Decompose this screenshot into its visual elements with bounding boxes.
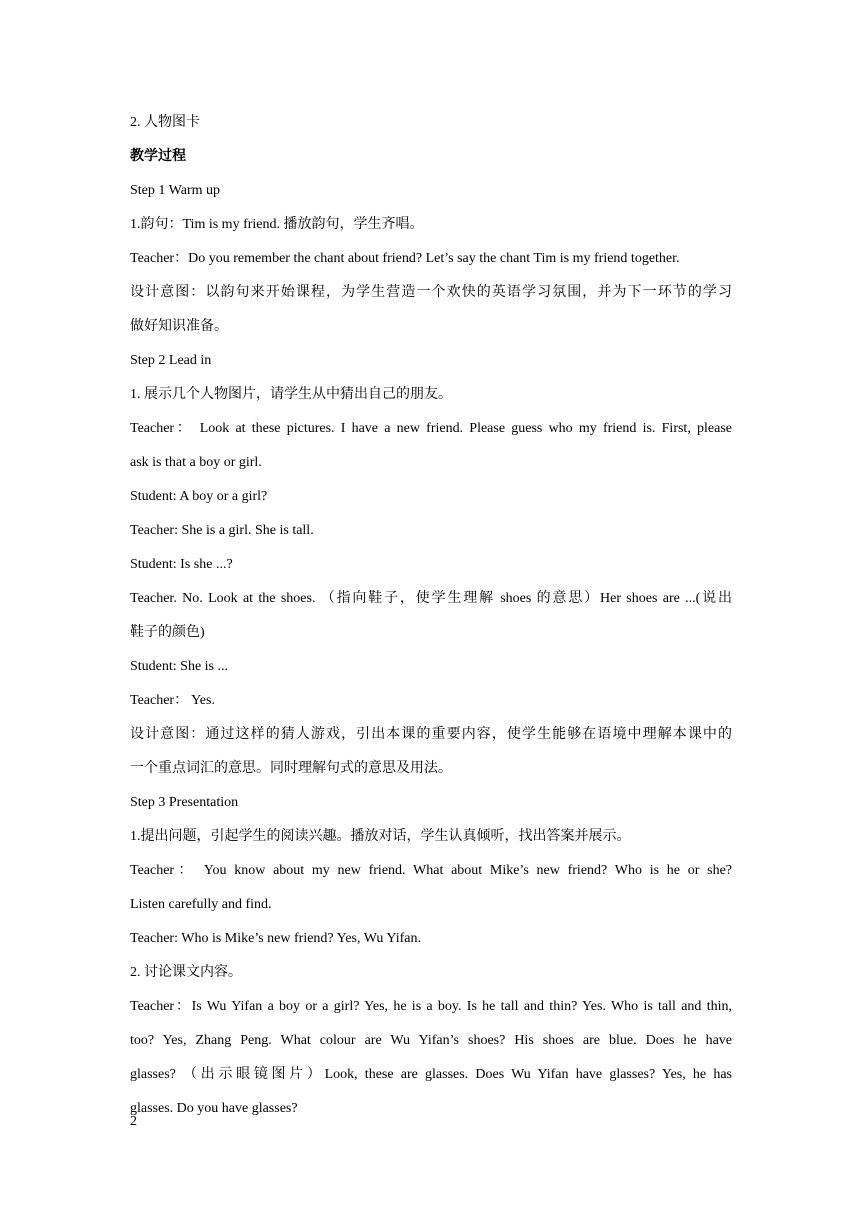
text-line: glasses? （出示眼镜图片）Look, these are glasses. Does Wu Yifan have glasses? Yes, he has xyxy=(130,1067,732,1082)
text-line: 设计意图：通过这样的猜人游戏，引出本课的重要内容，使学生能够在语境中理解本课中的 xyxy=(130,727,732,742)
text-line: Teacher：Is Wu Yifan a boy or a girl? Yes, he is a boy. Is he tall and thin? Yes. Who is tall and thin, xyxy=(130,999,732,1014)
text-line: Student: Is she ...? xyxy=(130,557,233,572)
text-line: Teacher： Yes. xyxy=(130,693,215,708)
section-heading: 教学过程 xyxy=(130,149,186,164)
text-line: Step 1 Warm up xyxy=(130,183,220,198)
text-line: Step 2 Lead in xyxy=(130,353,212,368)
text-line: Step 3 Presentation xyxy=(130,795,239,810)
text-line: 2. 讨论课文内容。 xyxy=(130,965,242,980)
text-line: Teacher. No. Look at the shoes. （指向鞋子，使学生理解 shoes 的意思）Her shoes are ...(说出 xyxy=(130,591,732,606)
page-number: 2 xyxy=(130,1114,137,1129)
text-line: too? Yes, Zhang Peng. What colour are Wu Yifan’s shoes? His shoes are blue. Does he have xyxy=(130,1033,732,1048)
text-line: 1.韵句：Tim is my friend. 播放韵句，学生齐唱。 xyxy=(130,217,424,232)
text-line: Teacher： You know about my new friend. What about Mike’s new friend? Who is he or she? xyxy=(130,863,732,878)
text-line: 2. 人物图卡 xyxy=(130,115,200,130)
text-line: 1. 展示几个人物图片，请学生从中猜出自己的朋友。 xyxy=(130,387,452,402)
text-line: Student: A boy or a girl? xyxy=(130,489,268,504)
text-line: 一个重点词汇的意思。同时理解句式的意思及用法。 xyxy=(130,761,452,776)
document-body xyxy=(130,106,732,1126)
text-line: 1.提出问题，引起学生的阅读兴趣。播放对话，学生认真倾听，找出答案并展示。 xyxy=(130,829,631,844)
text-line: Teacher： Look at these pictures. I have a new friend. Please guess who my friend is. First, please xyxy=(130,421,732,436)
text-line: Teacher: Who is Mike’s new friend? Yes, Wu Yifan. xyxy=(130,931,421,946)
text-line: Listen carefully and find. xyxy=(130,897,272,912)
text-line: Student: She is ... xyxy=(130,659,229,674)
text-line: Teacher: She is a girl. She is tall. xyxy=(130,523,314,538)
text-line: 鞋子的颜色) xyxy=(130,625,205,640)
text-line: glasses. Do you have glasses? xyxy=(130,1101,298,1116)
text-line: Teacher：Do you remember the chant about friend? Let’s say the chant Tim is my friend together. xyxy=(130,251,680,266)
text-line: 做好知识准备。 xyxy=(130,319,228,334)
text-line: 设计意图：以韵句来开始课程，为学生营造一个欢快的英语学习氛围，并为下一环节的学习 xyxy=(130,285,732,300)
text-line: ask is that a boy or girl. xyxy=(130,455,262,470)
